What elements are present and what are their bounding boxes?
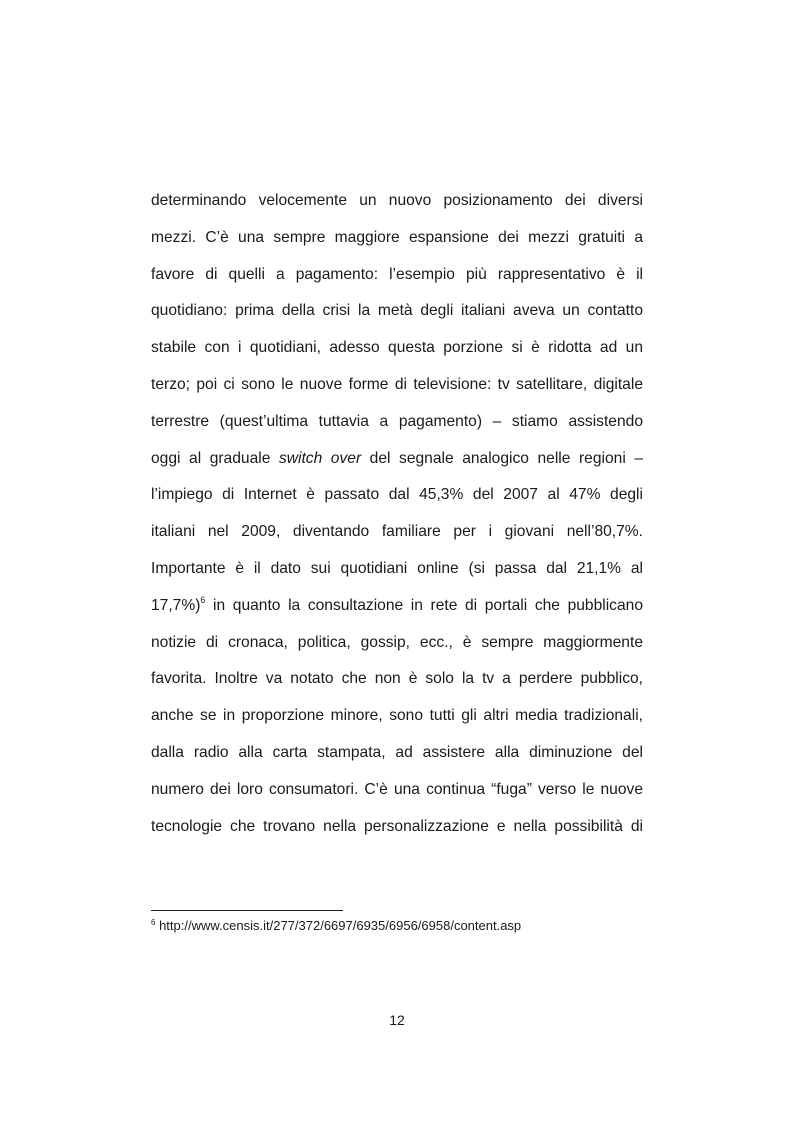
text-line: l’impiego di Internet è passato dal 45,3% del 2007 al 47% degli [151, 486, 643, 504]
text-line: quotidiano: prima della crisi la metà degli italiani aveva un contatto [151, 302, 643, 320]
text-line: italiani nel 2009, diventando familiare per i giovani nell’80,7%. [151, 523, 643, 541]
page-number: 12 [389, 1012, 405, 1028]
italic-term: switch over [278, 449, 362, 467]
text-line: mezzi. C’è una sempre maggiore espansione dei mezzi gratuiti a [151, 228, 643, 246]
text-line: tecnologie che trovano nella personalizzazione e nella possibilità di [151, 817, 643, 835]
text-line: determinando velocemente un nuovo posizionamento dei diversi [151, 192, 643, 209]
text-line-with-footnote [151, 588, 643, 625]
footnote-link[interactable]: http://www.censis.it/277/372/6697/6935/6956/6958/content.asp [155, 918, 522, 933]
text-line: notizie di cronaca, politica, gossip, ecc., è sempre maggiormente [151, 633, 643, 651]
body-paragraph [151, 183, 643, 845]
text-line: numero dei loro consumatori. C’è una continua “fuga” verso le nuove [151, 780, 643, 798]
text-segment: del segnale analogico nelle regioni – [361, 449, 643, 467]
text-segment: oggi al graduale [151, 449, 279, 467]
text-line: Importante è il dato sui quotidiani online (si passa dal 21,1% al [151, 559, 643, 577]
text-line: stabile con i quotidiani, adesso questa porzione si è ridotta ad un [151, 339, 643, 357]
footnote [151, 917, 521, 935]
text-line-with-italic [151, 441, 643, 478]
text-line: terzo; poi ci sono le nuove forme di televisione: tv satellitare, digitale [151, 375, 643, 393]
text-segment: in quanto la consultazione in rete di portali che pubblicano [205, 596, 643, 614]
text-line: favorita. Inoltre va notato che non è solo la tv a perdere pubblico, [151, 670, 643, 688]
footnote-divider [151, 910, 343, 911]
text-line: dalla radio alla carta stampata, ad assistere alla diminuzione del [151, 743, 643, 761]
text-line: anche se in proporzione minore, sono tutti gli altri media tradizionali, [151, 707, 643, 725]
text-line: favore di quelli a pagamento: l’esempio più rappresentativo è il [151, 265, 643, 283]
text-segment: 17,7%) [151, 596, 201, 614]
footnote-reference[interactable]: 6 [200, 594, 206, 605]
footnote-number: 6 [151, 918, 156, 927]
text-line: terrestre (quest’ultima tuttavia a pagamento) – stiamo assistendo [151, 412, 643, 430]
